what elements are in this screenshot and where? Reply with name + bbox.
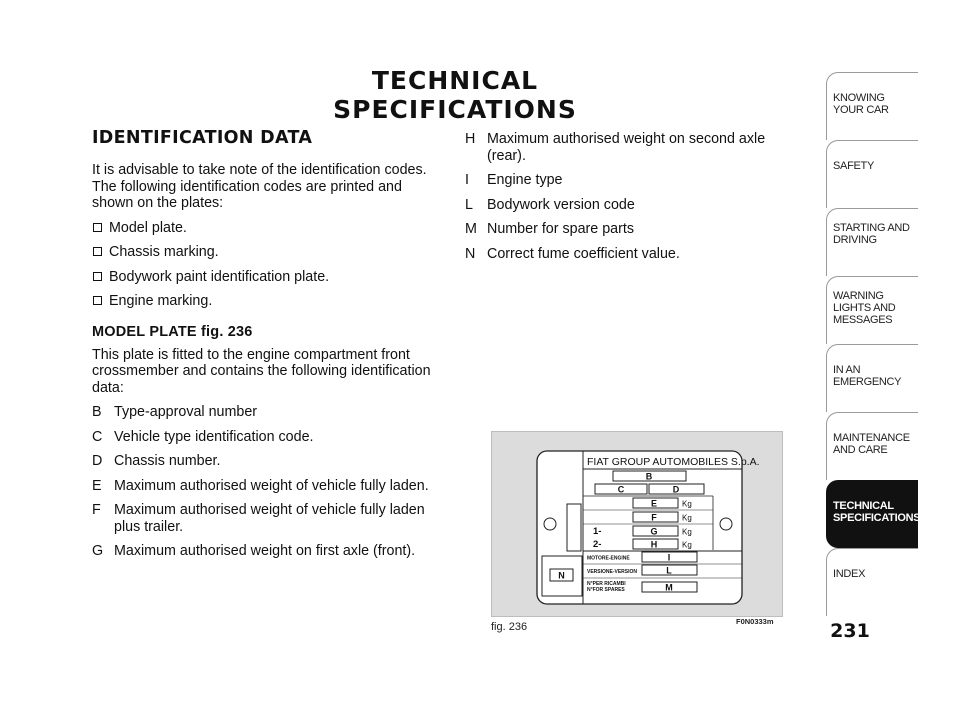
bullet-item: Model plate. (92, 220, 437, 237)
plate-engine-label: MOTORE-ENGINE (587, 555, 630, 562)
page-title: TECHNICAL SPECIFICATIONS (333, 66, 577, 124)
plate-axle-1: 1- (593, 526, 602, 537)
plate-unit-kg: Kg (682, 527, 692, 537)
plate-label-d: D (672, 484, 680, 495)
plate-label-b: B (645, 471, 653, 482)
subsection-title: MODEL PLATE fig. 236 (92, 323, 253, 340)
plate-spares-label: N°FOR SPARES (587, 587, 625, 593)
tab-knowing-your-car[interactable]: KNOWING YOUR CAR (826, 72, 918, 140)
checkbox-square-icon (93, 223, 102, 232)
rivet-hole-icon (544, 518, 556, 530)
tab-warning-lights[interactable]: WARNING LIGHTS AND MESSAGES (826, 276, 918, 344)
bullet-item: Engine marking. (92, 293, 437, 310)
model-plate-illustration (492, 432, 784, 618)
checkbox-square-icon (93, 296, 102, 305)
chapter-tabs (826, 72, 921, 616)
section-title: IDENTIFICATION DATA (92, 128, 313, 148)
plate-axle-2: 2- (593, 539, 602, 550)
plate-side-box (567, 504, 581, 551)
figure-code: F0N0333m (736, 617, 774, 626)
list-item: B Type-approval number (92, 404, 258, 420)
list-item: G Maximum authorised weight on first axle (front). (92, 543, 416, 559)
plate-label-e: E (650, 498, 658, 509)
list-item: E Maximum authorised weight of vehicle fully laden. (92, 477, 429, 494)
plate-label-c: C (617, 484, 625, 495)
plate-version-label: VERSIONE-VERSION (587, 569, 638, 575)
list-item: H Maximum authorised weight on second axle (rear). (465, 131, 766, 164)
left-column (92, 128, 437, 568)
bullet-item: Bodywork paint identification plate. (92, 269, 437, 286)
list-item: C Vehicle type identification code. (92, 428, 314, 445)
tab-in-an-emergency[interactable]: IN AN EMERGENCY (826, 344, 918, 412)
plate-unit-kg: Kg (682, 540, 692, 550)
model-plate-figure (491, 431, 783, 617)
tab-safety[interactable]: SAFETY (826, 140, 918, 208)
right-column (465, 131, 795, 270)
tab-starting-and-driving[interactable]: STARTING AND DRIVING (826, 208, 918, 276)
bullet-item: Chassis marking. (92, 244, 437, 261)
list-item: D Chassis number. (92, 453, 221, 469)
plate-unit-kg: Kg (682, 499, 692, 509)
list-item: F Maximum authorised weight of vehicle fully laden plus trailer. (92, 502, 425, 535)
tab-technical-specifications[interactable]: TECHNICAL SPECIFICATIONS (826, 480, 918, 548)
figure-caption: fig. 236 (491, 621, 528, 633)
list-item: M Number for spare parts (465, 221, 634, 237)
checkbox-square-icon (93, 247, 102, 256)
tab-index[interactable]: INDEX (826, 548, 918, 616)
list-item: N Correct fume coefficient value. (465, 245, 680, 262)
page-number: 231 (830, 620, 870, 642)
plate-label-n: N (558, 570, 565, 581)
plate-label-g: G (650, 526, 658, 537)
plate-unit-kg: Kg (682, 513, 692, 523)
plate-spares-label: N°PER RICAMBI (587, 581, 626, 587)
plate-label-i: I (667, 552, 671, 563)
checkbox-square-icon (93, 272, 102, 281)
plate-label-h: H (650, 539, 658, 550)
plate-header: FIAT GROUP AUTOMOBILES S.p.A. (587, 456, 760, 468)
list-item: I Engine type (465, 172, 563, 188)
plate-label-f: F (651, 512, 657, 523)
plate-label-l: L (666, 565, 672, 576)
tab-maintenance-and-care[interactable]: MAINTENANCE AND CARE (826, 412, 918, 480)
plate-label-m: M (665, 582, 673, 593)
subsection-intro: This plate is fitted to the engine compartment front crossmember and contains the following identification data: (92, 346, 431, 396)
rivet-hole-icon (720, 518, 732, 530)
list-item: L Bodywork version code (465, 196, 635, 213)
intro-paragraph: It is advisable to take note of the identification codes. The following identification codes are printed and shown on the plates: (92, 162, 427, 211)
